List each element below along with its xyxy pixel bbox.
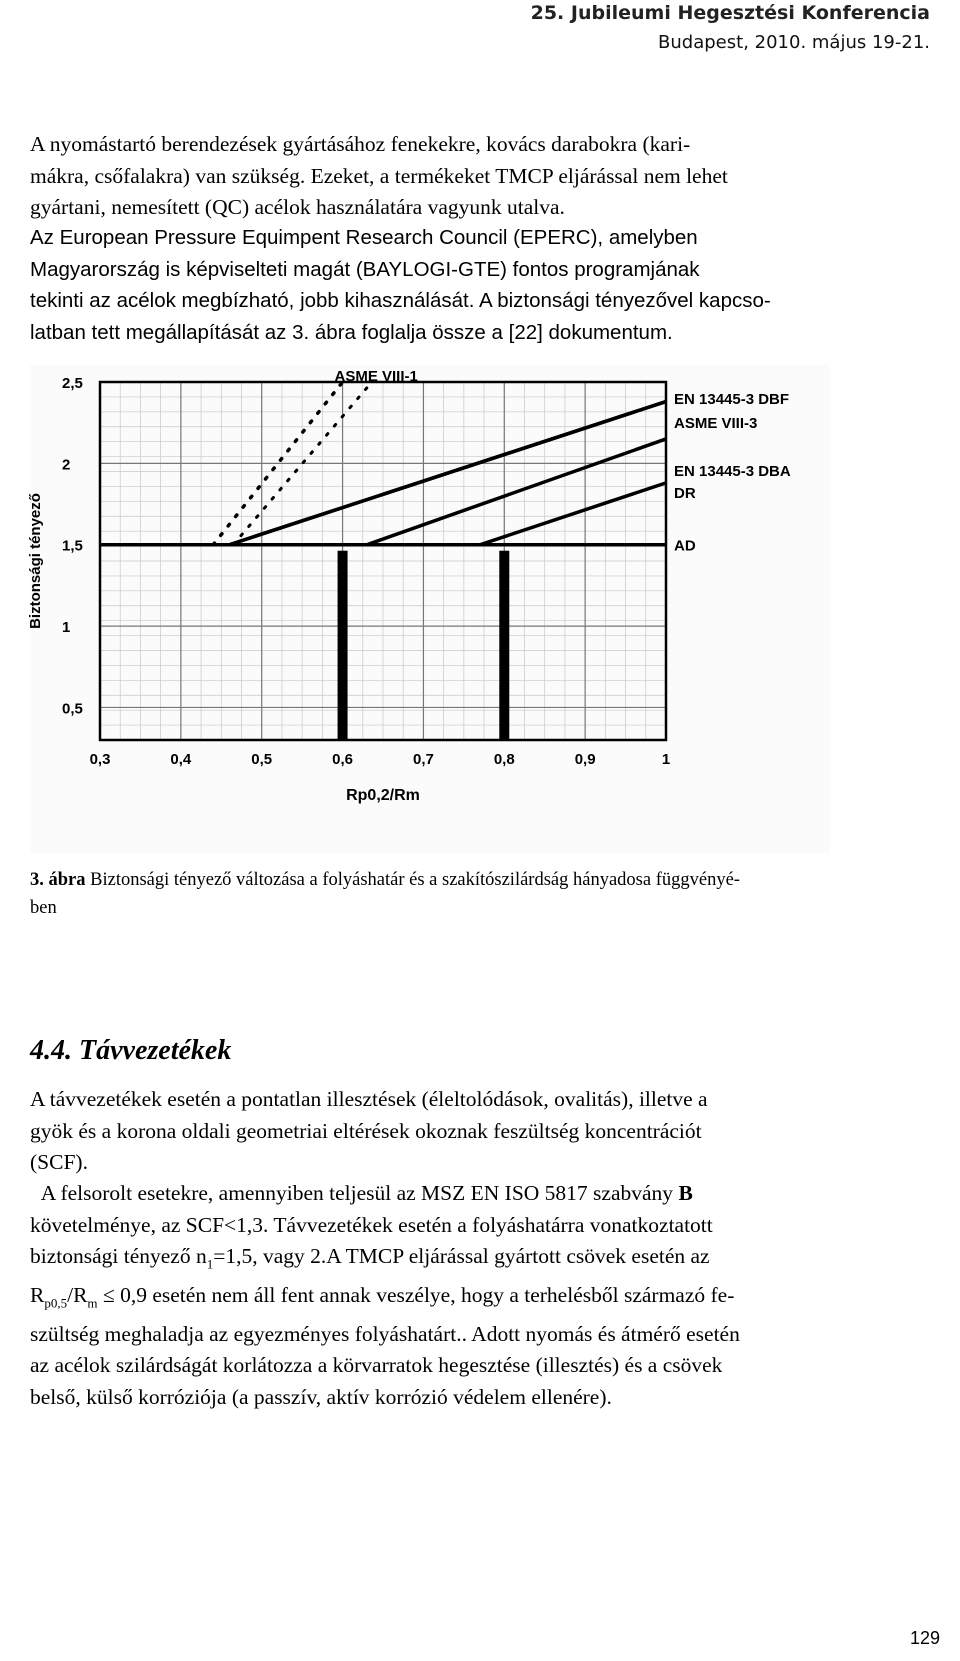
x-tick-label: 0,6 <box>332 751 354 768</box>
series-label: AD <box>674 537 696 555</box>
text-run: biztonsági tényező n <box>30 1244 207 1268</box>
series-label: DR <box>674 485 696 502</box>
safety-factor-figure <box>27 365 870 853</box>
text-line <box>30 1241 876 1280</box>
series-label: ASME VIII-3 <box>674 415 758 432</box>
section-title: 4.4. Távvezetékek <box>30 1035 232 1066</box>
text-run: ≤ 0,9 esetén nem áll fent annak veszélye, hogy a terhelésből származó fe- <box>97 1282 735 1307</box>
series-label: EN 13445-3 DBA <box>674 463 791 480</box>
x-tick-label: 0,5 <box>251 751 273 768</box>
x-tick-label: 0,7 <box>412 751 434 768</box>
text-run: /R <box>67 1282 88 1307</box>
y-tick-label: 2,5 <box>62 375 83 392</box>
text-line: szültség meghaladja az egyezményes folyáshatárt.. Adott nyomás és átmérő esetén <box>30 1321 740 1346</box>
safety-factor-chart <box>27 365 870 853</box>
subscript: p0,5 <box>44 1295 68 1311</box>
eperc-paragraph <box>30 222 876 348</box>
caption-label: 3. ábra <box>30 870 86 890</box>
y-tick-label: 2 <box>62 456 71 474</box>
text-line <box>30 1178 876 1210</box>
text-line: tekinti az acélok megbízható, jobb kihasználását. A biztonsági tényezővel kapcso- <box>30 289 771 312</box>
series-label: ASME VIII-1 <box>334 368 418 385</box>
caption-text: Biztonsági tényező változása a folyáshatár és a szakítószilárdság hányadosa függvényé- <box>85 870 740 890</box>
x-axis-label: Rp0,2/Rm <box>346 787 420 804</box>
page-number: 129 <box>909 1628 940 1648</box>
y-axis-label: Biztonsági tényező <box>27 493 44 629</box>
text-line: gyök és a korona oldali geometriai eltérések okoznak feszültség koncentrációt <box>30 1118 702 1143</box>
x-tick-label: 0,9 <box>574 751 596 768</box>
figure-background <box>30 365 830 853</box>
x-tick-label: 0,8 <box>493 751 515 768</box>
limit-bar <box>338 551 348 740</box>
grade-b: B <box>678 1181 693 1205</box>
x-tick-label: 1 <box>661 751 671 768</box>
figure-caption <box>30 866 876 922</box>
y-tick-label: 1 <box>62 619 71 637</box>
y-tick-label: 0,5 <box>62 700 83 718</box>
text-line: (SCF). <box>30 1150 88 1174</box>
conference-title: 25. Jubileumi Hegesztési Konferencia <box>530 2 930 24</box>
text-line: Az European Pressure Equimpent Research Council (EPERC), amelyben <box>30 226 698 249</box>
pipeline-paragraph-2 <box>30 1178 876 1413</box>
y-tick-label: 1,5 <box>62 537 83 555</box>
text-line: mákra, csőfalakra) van szükség. Ezeket, a termékeket TMCP eljárással nem lehet <box>30 163 728 188</box>
text-line: Magyarország is képviselteti magát (BAYLOGI-GTE) fontos programjának <box>30 257 700 281</box>
conference-place-date: Budapest, 2010. május 19-21. <box>658 32 930 53</box>
text-line: latban tett megállapítását az 3. ábra foglalja össze a [22] dokumentum. <box>30 320 673 344</box>
limit-bar <box>499 551 509 740</box>
text-line: A nyomástartó berendezések gyártásához fenekekre, kovács darabokra (kari- <box>30 132 691 156</box>
text-run: =1,5, vagy 2.A TMCP eljárással gyártott csövek esetén az <box>213 1244 710 1268</box>
intro-paragraph <box>30 129 876 224</box>
text-line: az acélok szilárdságát korlátozza a körvarratok hegesztése (illesztés) és a csövek <box>30 1353 723 1378</box>
caption-text-continued: ben <box>30 898 57 918</box>
text-run: A felsorolt esetekre, amennyiben teljesül az MSZ EN ISO 5817 szabvány <box>40 1181 679 1205</box>
subscript: 1 <box>206 1256 214 1272</box>
text-line: gyártani, nemesített (QC) acélok használatára vagyunk utalva. <box>30 195 565 219</box>
x-tick-label: 0,3 <box>89 751 111 768</box>
series-label: EN 13445-3 DBF <box>674 391 790 408</box>
text-line <box>30 1280 876 1319</box>
text-line: követelménye, az SCF<1,3. Távvezetékek esetén a folyáshatárra vonatkoztatott <box>30 1212 713 1237</box>
text-line: belső, külső korróziója (a passzív, aktív korrózió védelem ellenére). <box>30 1384 612 1409</box>
x-tick-label: 0,4 <box>170 751 192 768</box>
text-run: R <box>30 1282 45 1307</box>
subscript: m <box>87 1295 98 1311</box>
text-line: A távvezetékek esetén a pontatlan illesztések (éleltolódások, ovalitás), illetve a <box>30 1087 708 1111</box>
pipeline-paragraph-1 <box>30 1084 876 1179</box>
